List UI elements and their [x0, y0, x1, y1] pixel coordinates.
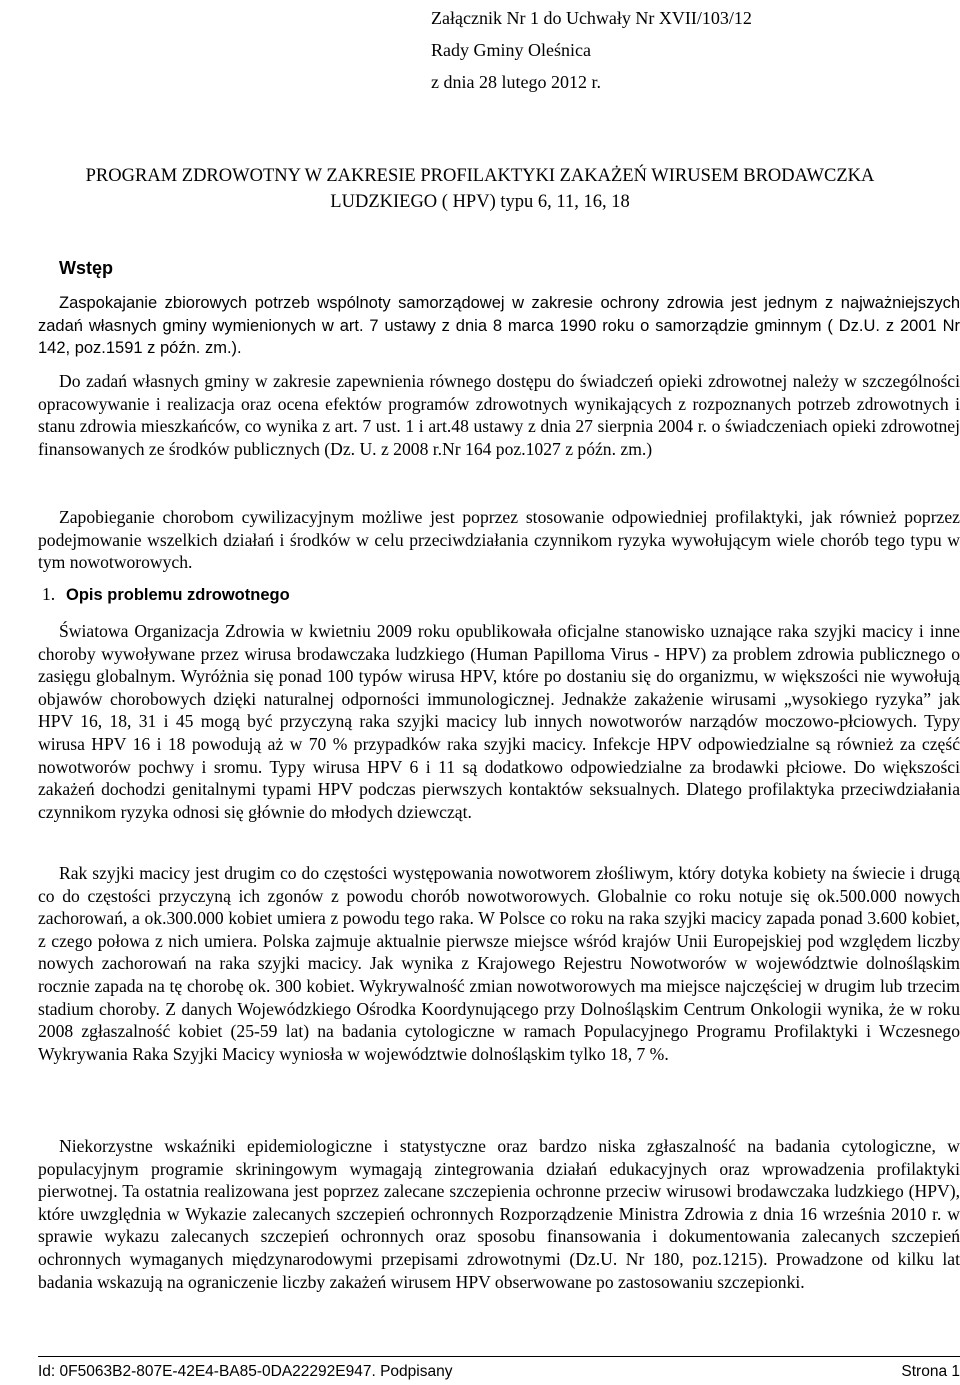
document-id: Id: 0F5063B2-807E-42E4-BA85-0DA22292E947. Podpisany: [38, 1363, 453, 1380]
attachment-header: [431, 2, 752, 98]
intro-paragraph: [38, 292, 960, 360]
paragraph-4-text: Rak szyjki macicy jest drugim co do częstości występowania nowotworem złośliwym, który dotyka kobiety na świecie i drugą co do częstości przyczyną ich zgonów z powodu chorób nowotworowych. Globalnie co roku notuje się ok.500.000 nowych zachorowań, a ok.300.000 kobiet umiera z powodu tego raka. W Polsce co roku na raka szyjki macicy zapada ponad 3.600 kobiet, z czego połowa z nich umiera. Polska zajmuje aktualnie pierwsze miejsce wśród krajów Unii Europejskiej pod względem liczby nowych zachorowań na raka szyjki macicy. Jak wynika z Krajowego Rejestru Nowotworów w województwie dolnośląskim rocznie zapada na tę chorobę ok. 300 kobiet. Wykrywalność zmian nowotworowych ma miejsce najczęściej w drugim lub trzecim stadium choroby. Z danych Wojewódzkiego Ośrodka Koordynującego przy Dolnośląskim Centrum Onkologii wynika, że w roku 2008 zgłaszalność kobiet (25-59 lat) na badania cytologiczne w ramach Populacyjnego Programu Profilaktyki i Wczesnego Wykrywania Raka Szyjki Macicy wyniosła w województwie dolnośląskim tylko 18, 7 %.: [38, 863, 960, 1064]
header-line-3: z dnia 28 lutego 2012 r.: [431, 72, 601, 92]
paragraph-2-text: Zapobieganie chorobom cywilizacyjnym możliwe jest poprzez stosowanie odpowiedniej profilaktyki, jak również poprzez podejmowanie wszelkich działań i środków w celu przeciwdziałania czynnikom ryzyka wywołującym wiele chorób tego typu w tym nowotworowych.: [38, 507, 960, 573]
section-1-title: Opis problemu zdrowotnego: [66, 586, 290, 604]
intro-paragraph-text: Zaspokajanie zbiorowych potrzeb wspólnoty samorządowej w zakresie ochrony zdrowia jest jednym z najważniejszych zadań własnych gminy wymienionych w art. 7 ustawy z dnia 8 marca 1990 roku o samorządzie gminnym ( Dz.U. z 2001 Nr 142, poz.1591 z późn. zm.).: [38, 294, 960, 358]
paragraph-3: [38, 620, 960, 823]
section-1-number: 1.: [42, 584, 56, 604]
document-title: [20, 163, 940, 215]
paragraph-5: [38, 1135, 960, 1293]
header-line-2: Rady Gminy Oleśnica: [431, 40, 591, 60]
footer-divider: [38, 1356, 960, 1357]
paragraph-3-text: Światowa Organizacja Zdrowia w kwietniu 2009 roku opublikowała oficjalne stanowisko uznające raka szyjki macicy i inne choroby wywoływane przez wirusa brodawczaka ludzkiego (Human Papilloma Virus - HPV) za problem zdrowia publicznego o zasięgu globalnym. Wyróżnia się ponad 100 typów wirusa HPV, które po dostaniu się do organizmu, w większości nie wywołują objawów chorobowych dzięki naturalnej odporności immunologicznej. Jednakże zakażenie wirusami „wysokiego ryzyka” jak HPV 16, 18, 31 i 45 mogą być przyczyną raka szyjki macicy lub innych nowotworów narządów moczowo-płciowych. Typy wirusa HPV 16 i 18 powodują aż w 70 % przypadków raka szyjki macicy. Infekcje HPV odpowiedzialne są również za część nowotworów pochwy i sromu. Typy wirusa HPV 6 i 11 są dodatkowo odpowiedzialne za brodawki płciowe. Do większości zakażeń dochodzi genitalnymi typami HPV podczas pierwszych kontaktów seksualnych. Dlatego profilaktyka przeciwdziałania czynnikom ryzyka odnosi się głównie do młodych dziewcząt.: [38, 621, 960, 822]
title-line-1: PROGRAM ZDROWOTNY W ZAKRESIE PROFILAKTYKI ZAKAŻEŃ WIRUSEM BRODAWCZKA: [85, 166, 875, 186]
section-1-heading: [38, 582, 290, 607]
page-number: Strona 1: [901, 1363, 960, 1380]
paragraph-2: [38, 506, 960, 574]
intro-heading: Wstęp: [59, 258, 113, 278]
paragraph-1: [38, 370, 960, 460]
paragraph-1-text: Do zadań własnych gminy w zakresie zapewnienia równego dostępu do świadczeń opieki zdrowotnej należy w szczególności opracowywanie i realizacja oraz ocena efektów programów zdrowotnych wynikających z rozpoznanych potrzeb zdrowotnych i stanu zdrowia mieszkańców, co wynika z art. 7 ust. 1 i art.48 ustawy z dnia 27 sierpnia 2004 r. o świadczeniach opieki zdrowotnej finansowanych ze środków publicznych (Dz. U. z 2008 r.Nr 164 poz.1027 z późn. zm.): [38, 371, 960, 459]
paragraph-4: [38, 862, 960, 1065]
title-line-2: LUDZKIEGO ( HPV) typu 6, 11, 16, 18: [330, 192, 630, 212]
page-footer: [38, 1362, 960, 1382]
paragraph-5-text: Niekorzystne wskaźniki epidemiologiczne i statystyczne oraz bardzo niska zgłaszalność na badania cytologiczne, w populacyjnym programie skriningowym wymagają zintegrowania działań edukacyjnych oraz wprowadzenia profilaktyki pierwotnej. Ta ostatnia realizowana jest poprzez zalecane szczepienia ochronne przeciw wirusowi brodawczaka ludzkiego (HPV), które uwzględnia w Wykazie zalecanych szczepień ochronnych Rozporządzenie Ministra Zdrowia z dnia 16 września 2010 r. w sprawie wykazu zalecanych szczepień ochronnych oraz sposobu finansowania i dokumentowania zalecanych szczepień ochronnych wymaganych międzynarodowymi przepisami zdrowotnymi (Dz.U. Nr 180, poz.1215). Prowadzone od kilku lat badania wskazują na ograniczenie liczby zakażeń wirusem HPV obserwowane po zastosowaniu szczepionki.: [38, 1136, 960, 1292]
header-line-1: Załącznik Nr 1 do Uchwały Nr XVII/103/12: [431, 8, 752, 28]
